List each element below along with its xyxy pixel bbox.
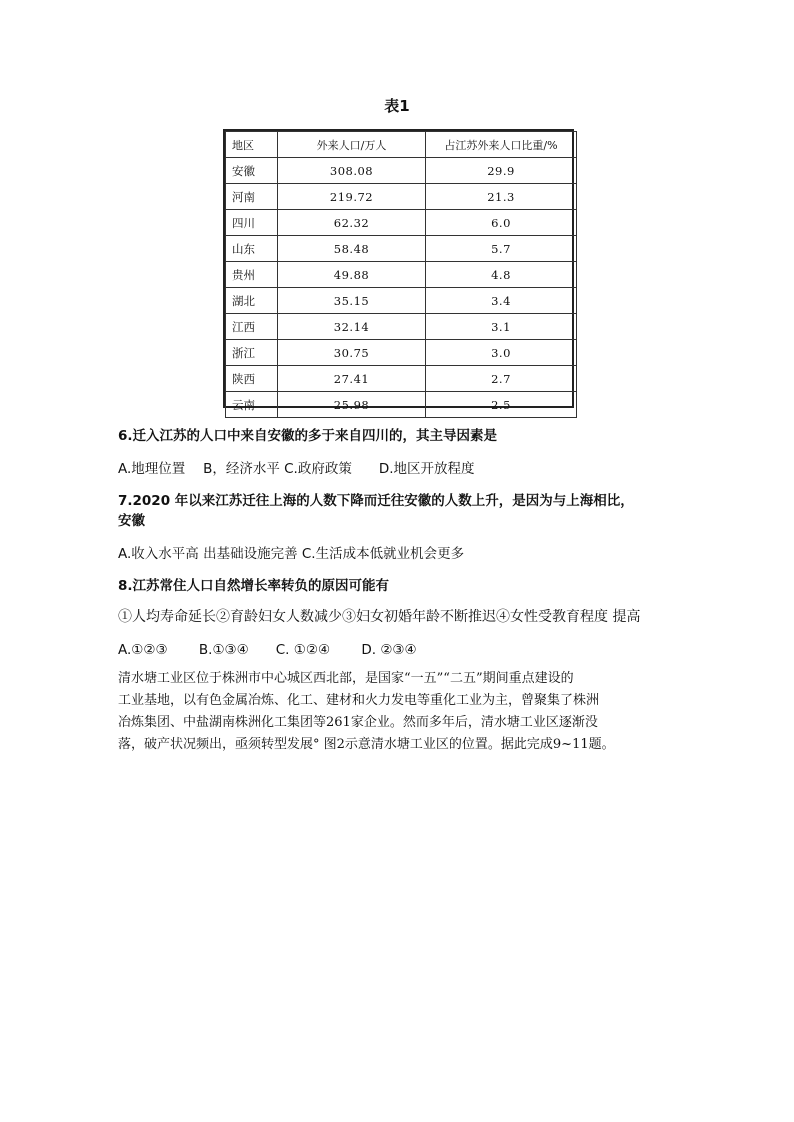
table-row	[226, 314, 577, 340]
question-7-stem-line1: 7.2020 年以来江苏迁往上海的人数下降而迁往安徽的人数上升，是因为与上海相比，	[118, 493, 634, 509]
cell-population: 32.14	[278, 314, 426, 340]
table-row	[226, 236, 577, 262]
cell-share: 6.0	[426, 210, 577, 236]
table-row	[226, 158, 577, 184]
header-share: 占江苏外来人口比重/%	[426, 132, 577, 158]
cell-population: 25.98	[278, 392, 426, 418]
question-7-stem-line2: 安徽	[118, 513, 145, 529]
cell-population: 62.32	[278, 210, 426, 236]
table-row	[226, 366, 577, 392]
table-row	[226, 184, 577, 210]
header-population: 外来人口/万人	[278, 132, 426, 158]
cell-share: 21.3	[426, 184, 577, 210]
table-row	[226, 210, 577, 236]
cell-share: 3.4	[426, 288, 577, 314]
question-8-stem: 8.江苏常住人口自然增长率转负的原因可能有	[118, 578, 390, 594]
passage-line: 落，破产状况频出，亟须转型发展° 图2示意清水塘工业区的位置。据此完成9~11题。	[118, 737, 615, 752]
cell-share: 3.0	[426, 340, 577, 366]
cell-region: 安徽	[226, 158, 278, 184]
question-6-stem: 6.迁入江苏的人口中来自安徽的多于来自四川的，其主导因素是	[118, 428, 498, 444]
question-8-statements: ①人均寿命延长②育龄妇女人数减少③妇女初婚年龄不断推迟④女性受教育程度 提高	[118, 609, 641, 625]
table-row	[226, 340, 577, 366]
cell-share: 29.9	[426, 158, 577, 184]
question-7-options: A.收入水平高 出基础设施完善 C.生活成本低就业机会更多	[118, 546, 465, 562]
reading-passage	[118, 668, 678, 756]
header-region: 地区	[226, 132, 278, 158]
cell-population: 58.48	[278, 236, 426, 262]
cell-region: 四川	[226, 210, 278, 236]
table-title: 表1	[384, 97, 410, 115]
cell-region: 湖北	[226, 288, 278, 314]
cell-region: 陕西	[226, 366, 278, 392]
table-row	[226, 262, 577, 288]
cell-region: 河南	[226, 184, 278, 210]
passage-line: 冶炼集团、中盐湖南株洲化工集团等261家企业。然而多年后，清水塘工业区逐渐没	[118, 715, 598, 730]
cell-population: 35.15	[278, 288, 426, 314]
cell-share: 2.7	[426, 366, 577, 392]
question-6-options: A.地理位置 B，经济水平 C.政府政策 D.地区开放程度	[118, 461, 475, 477]
cell-region: 浙江	[226, 340, 278, 366]
passage-line: 清水塘工业区位于株洲市中心城区西北部，是国家“一五”“二五”期间重点建设的	[118, 671, 574, 686]
cell-region: 贵州	[226, 262, 278, 288]
cell-population: 219.72	[278, 184, 426, 210]
table-row	[226, 392, 577, 418]
table-header-row	[226, 132, 577, 158]
cell-region: 云南	[226, 392, 278, 418]
cell-share: 3.1	[426, 314, 577, 340]
cell-population: 27.41	[278, 366, 426, 392]
cell-region: 江西	[226, 314, 278, 340]
passage-line: 工业基地，以有色金属冶炼、化工、建材和火力发电等重化工业为主，曾聚集了株洲	[118, 693, 600, 708]
cell-share: 4.8	[426, 262, 577, 288]
cell-population: 30.75	[278, 340, 426, 366]
cell-region: 山东	[226, 236, 278, 262]
cell-share: 5.7	[426, 236, 577, 262]
table-row	[226, 288, 577, 314]
cell-population: 49.88	[278, 262, 426, 288]
question-8-options: A.①②③ B.①③④ C. ①②④ D. ②③④	[118, 642, 417, 658]
cell-share: 2.5	[426, 392, 577, 418]
cell-population: 308.08	[278, 158, 426, 184]
migrant-population-table	[223, 129, 574, 412]
data-table	[225, 131, 577, 418]
